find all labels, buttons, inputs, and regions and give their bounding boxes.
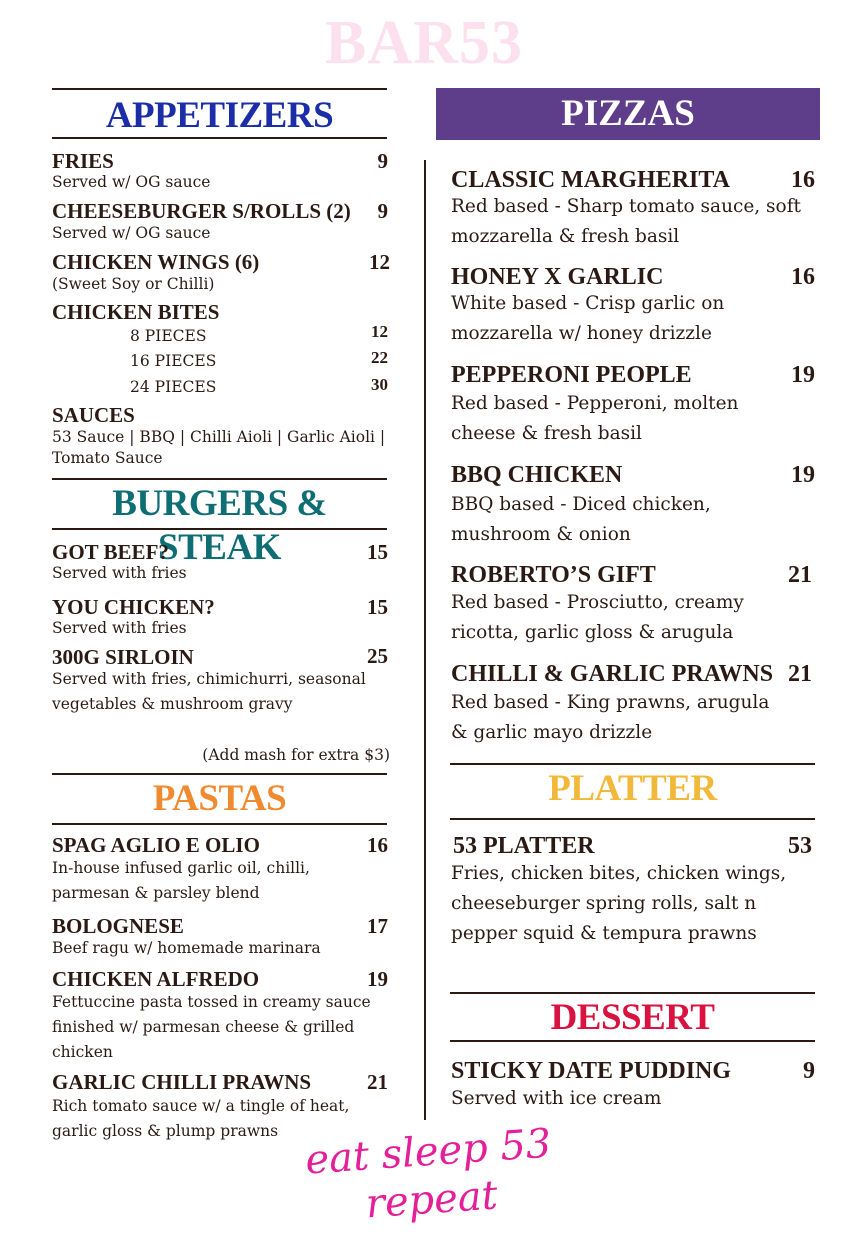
- item-name: CHICKEN BITES: [52, 300, 220, 324]
- column-divider: [424, 160, 426, 1120]
- item-desc: Served with ice cream: [451, 1088, 662, 1109]
- sub-item-label: 24 PIECES: [130, 378, 217, 396]
- item-price: 12: [369, 250, 390, 274]
- dessert-title: DESSERT: [550, 997, 715, 1038]
- item-price: 19: [791, 362, 815, 388]
- item-price: 16: [791, 264, 815, 290]
- appetizers-title: APPETIZERS: [105, 95, 334, 136]
- item-desc: Red based - Prosciutto, creamy ricotta, garlic gloss & arugula: [451, 592, 744, 643]
- item-desc: Red based - Pepperoni, molten cheese & fresh basil: [451, 393, 739, 444]
- item-desc: Served with fries, chimichurri, seasonal vegetables & mushroom gravy: [52, 670, 366, 713]
- item-price: 19: [791, 462, 815, 488]
- item-name: PEPPERONI PEOPLE: [451, 362, 692, 388]
- item-desc: Served w/ OG sauce: [52, 224, 211, 242]
- item-name: STICKY DATE PUDDING: [451, 1058, 732, 1084]
- item-price: 16: [791, 167, 815, 193]
- item-name: CHILLI & GARLIC PRAWNS: [451, 661, 774, 687]
- item-desc: (Sweet Soy or Chilli): [52, 275, 215, 293]
- item-price: 21: [367, 1070, 388, 1094]
- item-name: SPAG AGLIO E OLIO: [52, 833, 260, 857]
- divider: [450, 992, 815, 994]
- item-name: HONEY X GARLIC: [451, 264, 664, 290]
- item-price: 16: [367, 833, 388, 857]
- sub-item-price: 12: [371, 322, 388, 341]
- item-name: SAUCES: [52, 403, 135, 427]
- item-price: 21: [788, 661, 812, 687]
- item-desc: Served with fries: [52, 564, 187, 582]
- divider: [450, 818, 815, 820]
- sub-item-price: 22: [371, 348, 388, 367]
- sub-item-label: 8 PIECES: [130, 327, 207, 345]
- item-desc: 53 Sauce | BBQ | Chilli Aioli | Garlic Aioli | Tomato Sauce: [52, 428, 386, 467]
- item-price: 17: [367, 914, 388, 938]
- item-desc: Red based - King prawns, arugula & garlic mayo drizzle: [451, 692, 770, 743]
- item-name: CLASSIC MARGHERITA: [451, 167, 730, 193]
- item-price: 9: [377, 149, 388, 173]
- divider: [52, 823, 387, 825]
- item-name: FRIES: [52, 149, 114, 173]
- item-desc: Fries, chicken bites, chicken wings, cheeseburger spring rolls, salt n pepper squid & tempura prawns: [451, 863, 787, 944]
- divider: [52, 773, 387, 775]
- footer-slogan: eat sleep 53 repeat: [303, 1120, 553, 1228]
- pastas-title: PASTAS: [152, 778, 287, 819]
- item-price: 9: [377, 199, 388, 223]
- item-desc: BBQ based - Diced chicken, mushroom & onion: [451, 494, 711, 545]
- logo: BAR53: [325, 9, 523, 77]
- item-desc: Rich tomato sauce w/ a tingle of heat, garlic gloss & plump prawns: [52, 1097, 350, 1140]
- sub-item-price: 30: [371, 375, 388, 394]
- item-price: 53: [788, 833, 812, 859]
- divider: [52, 478, 387, 480]
- item-name: CHEESEBURGER S/ROLLS (2): [52, 199, 351, 223]
- item-name: GARLIC CHILLI PRAWNS: [52, 1070, 312, 1094]
- item-desc: Served with fries: [52, 619, 187, 637]
- divider: [450, 763, 815, 765]
- item-desc: Red based - Sharp tomato sauce, soft mozzarella & fresh basil: [451, 196, 801, 247]
- item-desc: White based - Crisp garlic on mozzarella w/ honey drizzle: [451, 293, 725, 344]
- platter-title: PLATTER: [548, 768, 717, 809]
- item-name: ROBERTO’S GIFT: [451, 562, 656, 588]
- item-price: 15: [367, 540, 388, 564]
- item-name: YOU CHICKEN?: [52, 595, 215, 619]
- divider: [450, 1040, 815, 1042]
- item-name: CHICKEN ALFREDO: [52, 967, 260, 991]
- item-name: 300G SIRLOIN: [52, 645, 194, 669]
- item-price: 15: [367, 595, 388, 619]
- item-price: 25: [367, 644, 388, 668]
- item-desc: Fettuccine pasta tossed in creamy sauce finished w/ parmesan cheese & grilled chicken: [52, 993, 371, 1061]
- sub-item-label: 16 PIECES: [130, 352, 217, 370]
- item-name: BOLOGNESE: [52, 914, 184, 938]
- burgers-title: BURGERS & STEAK: [112, 483, 327, 568]
- item-name: BBQ CHICKEN: [451, 462, 623, 488]
- item-note: (Add mash for extra $3): [202, 746, 390, 764]
- item-name: GOT BEEF?: [52, 540, 169, 564]
- item-price: 9: [803, 1058, 815, 1084]
- item-price: 19: [367, 967, 388, 991]
- item-name: CHICKEN WINGS (6): [52, 250, 260, 274]
- item-price: 21: [788, 562, 812, 588]
- item-desc: Beef ragu w/ homemade marinara: [52, 939, 321, 957]
- item-desc: Served w/ OG sauce: [52, 173, 211, 191]
- item-desc: In-house infused garlic oil, chilli, parmesan & parsley blend: [52, 859, 310, 902]
- pizzas-title: PIZZAS: [436, 88, 820, 140]
- item-name: 53 PLATTER: [453, 833, 595, 859]
- divider: [52, 88, 387, 90]
